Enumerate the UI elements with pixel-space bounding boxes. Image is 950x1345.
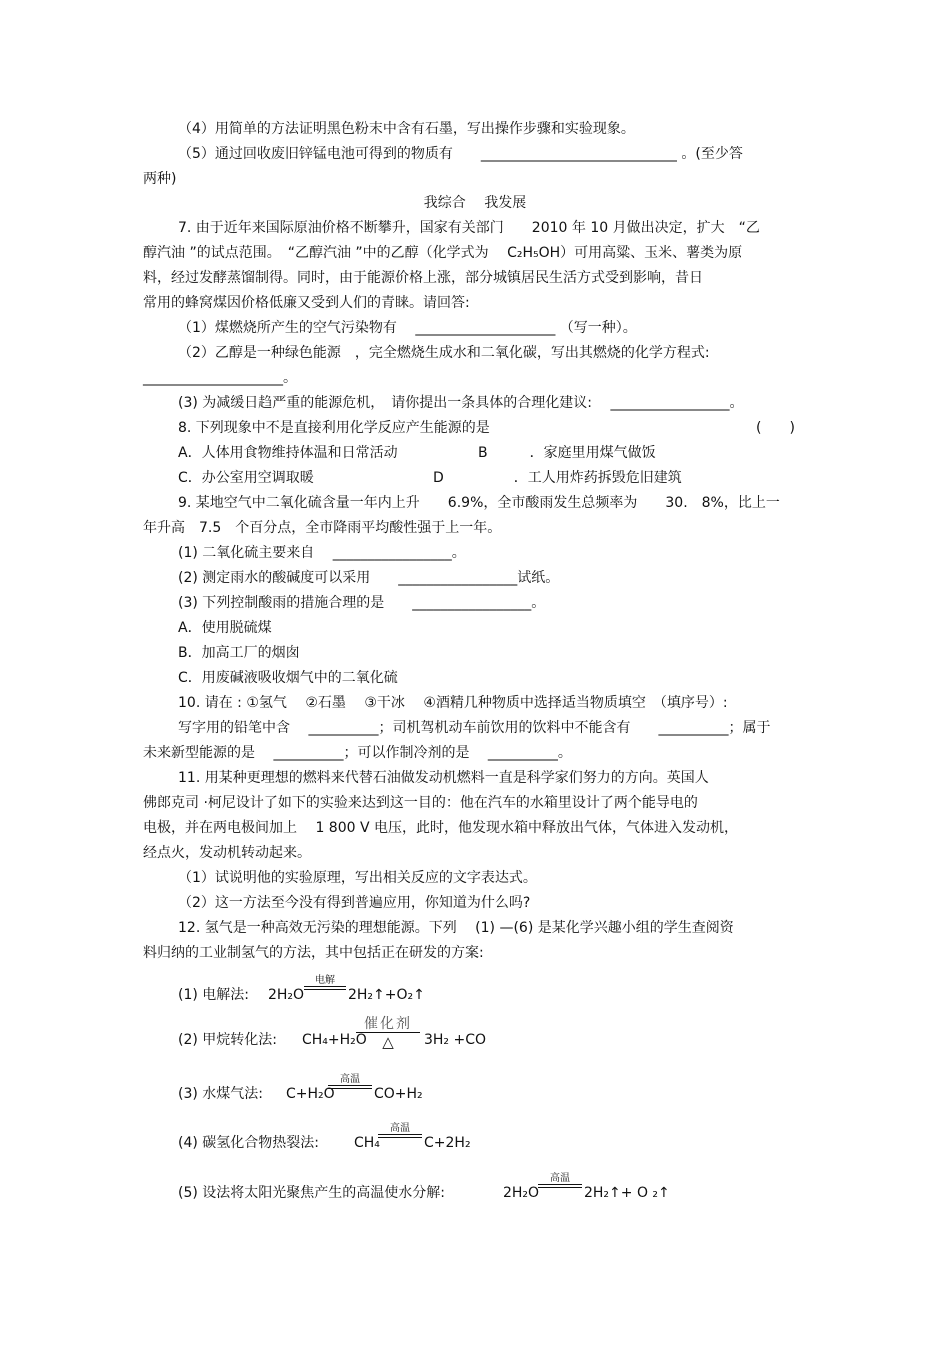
- equation-1-label: (1) 电解法:: [178, 987, 249, 1003]
- equation-4-condition: [378, 1123, 422, 1138]
- equation-1-equals-sign: [304, 986, 346, 990]
- q7-part3: (3) 为减缓日趋严重的能源危机， 请你提出一条具体的合理化建议: _________________。: [178, 395, 744, 411]
- q11-part2: （2）这一方法至今没有得到普遍应用，你知道为什么吗?: [178, 895, 531, 911]
- q9-part2: (2) 测定雨水的酸碱度可以采用 _________________试纸。: [178, 570, 560, 586]
- q9-part1: (1) 二氧化硫主要来自 _________________。: [178, 545, 466, 561]
- equation-1-right: 2H₂↑+O₂↑: [348, 987, 425, 1003]
- equation-5-equals-sign: [538, 1184, 582, 1188]
- q10-line2: 写字用的铅笔中含 __________；司机驾机动车前饮用的饮料中不能含有 __________；属于: [178, 720, 771, 736]
- q8-stem: 8. 下列现象中不是直接利用化学反应产生能源的是: [178, 420, 490, 436]
- q6-part5-cont: 两种): [143, 171, 177, 187]
- equation-2-left: CH₄+H₂O: [302, 1032, 367, 1048]
- q11-line2: 佛郎克司 ·柯尼设计了如下的实验来达到这一目的：他在汽车的水箱里设计了两个能导电的: [143, 795, 698, 811]
- q8-bracket: ( ): [756, 420, 795, 436]
- q7-part2: （2）乙醇是一种绿色能源 ，完全燃烧生成水和二氧化碳，写出其燃烧的化学方程式:: [178, 345, 710, 361]
- q11-line3: 电极，并在两电极间加上 1 800 V 电压，此时，他发现水箱中释放出气体，气体进入发动机，: [143, 820, 739, 836]
- q7-part2-blank: ____________________。: [143, 370, 297, 386]
- equation-5-condition: [538, 1173, 582, 1188]
- equation-3-left: C+H₂O: [286, 1086, 335, 1102]
- equation-3-right: CO+H₂: [374, 1086, 423, 1102]
- equation-4-left: CH₄: [354, 1135, 380, 1151]
- equation-4-label: (4) 碳氢化合物热裂法:: [178, 1135, 319, 1151]
- equation-2-cond-bottom: △: [382, 1033, 394, 1051]
- q8-option-b: B ．家庭里用煤气做饭: [478, 445, 656, 461]
- q9-option-c: C．用废碱液吸收烟气中的二氧化硫: [178, 670, 398, 686]
- q7-part1: （1）煤燃烧所产生的空气污染物有 ____________________ （写一种）。: [178, 320, 637, 336]
- q11-part1: （1）试说明他的实验原理，写出相关反应的文字表达式。: [178, 870, 537, 886]
- equation-2-label: (2) 甲烷转化法:: [178, 1032, 277, 1048]
- q8-option-d: D ．工人用炸药拆毁危旧建筑: [433, 470, 682, 486]
- q7-line1: 7. 由于近年来国际原油价格不断攀升，国家有关部门 2010 年 10 月做出决定，扩大 “乙: [178, 220, 760, 236]
- equation-4-cond-top: 高温: [390, 1123, 410, 1134]
- q12-line1: 12. 氢气是一种高效无污染的理想能源。下列 (1) —(6) 是某化学兴趣小组的学生查阅资: [178, 920, 734, 936]
- equation-4-equals-sign: [378, 1134, 422, 1138]
- q10-stem: 10. 请在 : ①氢气 ②石墨 ③干冰 ④酒精几种物质中选择适当物质填空 （填序号）:: [178, 695, 728, 711]
- q12-line2: 料归纳的工业制氢气的方法，其中包括正在研发的方案:: [143, 945, 484, 961]
- equation-5-right: 2H₂↑+ O ₂↑: [584, 1185, 670, 1201]
- equation-3-equals-sign: [328, 1085, 372, 1089]
- section-heading: 我综合 我发展: [423, 195, 527, 211]
- q7-line2: 醇汽油 ”的试点范围。 “乙醇汽油 ”中的乙醇（化学式为 C₂H₅OH）可用高粱、玉米、薯类为原: [143, 245, 743, 261]
- q9-line1: 9. 某地空气中二氧化硫含量一年内上升 6.9%，全市酸雨发生总频率为 30. 8%，比上一: [178, 495, 780, 511]
- q7-line3: 料，经过发酵蒸馏制得。同时，由于能源价格上涨，部分城镇居民生活方式受到影响，昔日: [143, 270, 703, 286]
- equation-5-cond-top: 高温: [550, 1173, 570, 1184]
- equation-2-condition: [356, 1016, 420, 1051]
- equation-3-label: (3) 水煤气法:: [178, 1086, 263, 1102]
- q9-option-b: B．加高工厂的烟囱: [178, 645, 300, 661]
- equation-5-label: (5) 设法将太阳光聚焦产生的高温使水分解:: [178, 1185, 445, 1201]
- equation-1-left: 2H₂O: [268, 987, 305, 1003]
- q8-option-a: A．人体用食物维持体温和日常活动: [178, 445, 398, 461]
- q11-line4: 经点火，发动机转动起来。: [143, 845, 311, 861]
- equation-2-cond-top: 催化剂: [364, 1016, 412, 1032]
- equation-3-cond-top: 高温: [340, 1074, 360, 1085]
- q11-line1: 11. 用某种更理想的燃料来代替石油做发动机燃料一直是科学家们努力的方向。英国人: [178, 770, 709, 786]
- equation-4-right: C+2H₂: [424, 1135, 471, 1151]
- equation-3-condition: [328, 1074, 372, 1089]
- q9-line2: 年升高 7.5 个百分点，全市降雨平均酸性强于上一年。: [143, 520, 502, 536]
- q6-part5: （5）通过回收废旧锌锰电池可得到的物质有 ____________________________ 。(至少答: [178, 146, 743, 162]
- equation-1-condition: [304, 975, 346, 990]
- q6-part4: （4）用简单的方法证明黑色粉末中含有石墨，写出操作步骤和实验现象。: [178, 121, 635, 137]
- q8-option-c: C．办公室用空调取暖: [178, 470, 314, 486]
- q10-line3: 未来新型能源的是 __________；可以作制冷剂的是 __________。: [143, 745, 572, 761]
- q9-part3: (3) 下列控制酸雨的措施合理的是 _________________。: [178, 595, 546, 611]
- equation-5-left: 2H₂O: [503, 1185, 540, 1201]
- equation-1-cond-top: 电解: [315, 975, 335, 986]
- q7-line4: 常用的蜂窝煤因价格低廉又受到人们的青睐。请回答:: [143, 295, 470, 311]
- equation-2-right: 3H₂ +CO: [424, 1032, 487, 1048]
- q9-option-a: A．使用脱硫煤: [178, 620, 272, 636]
